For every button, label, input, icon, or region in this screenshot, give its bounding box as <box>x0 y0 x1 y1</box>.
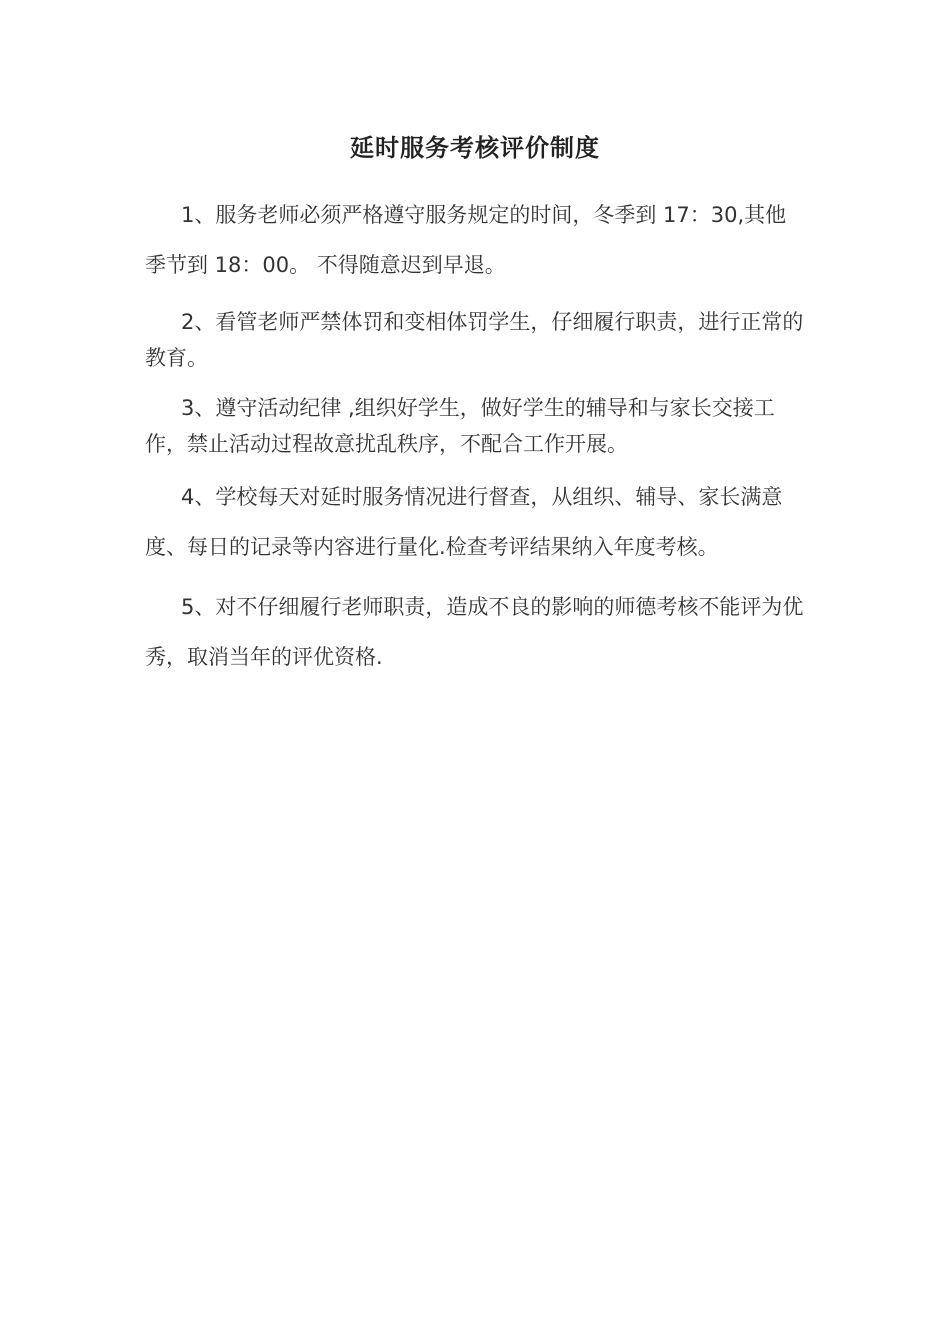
paragraph-5: 5、对不仔细履行老师职责，造成不良的影响的师德考核不能评为优秀，取消当年的评优资格. <box>145 595 804 669</box>
paragraph-2: 2、看管老师严禁体罚和变相体罚学生，仔细履行职责，进行正常的教育。 <box>145 310 804 370</box>
document-title: 延时服务考核评价制度 <box>350 133 600 162</box>
paragraph-3: 3、遵守活动纪律 ,组织好学生，做好学生的辅导和与家长交接工作，禁止活动过程故意扰乱秩序，不配合工作开展。 <box>145 396 775 456</box>
paragraph-4: 4、学校每天对延时服务情况进行督查，从组织、辅导、家长满意度、每日的记录等内容进行量化.检查考评结果纳入年度考核。 <box>145 485 783 559</box>
paragraph-1: 1、服务老师必须严格遵守服务规定的时间，冬季到 17：30,其他季节到 18：00。 不得随意迟到早退。 <box>145 203 787 277</box>
